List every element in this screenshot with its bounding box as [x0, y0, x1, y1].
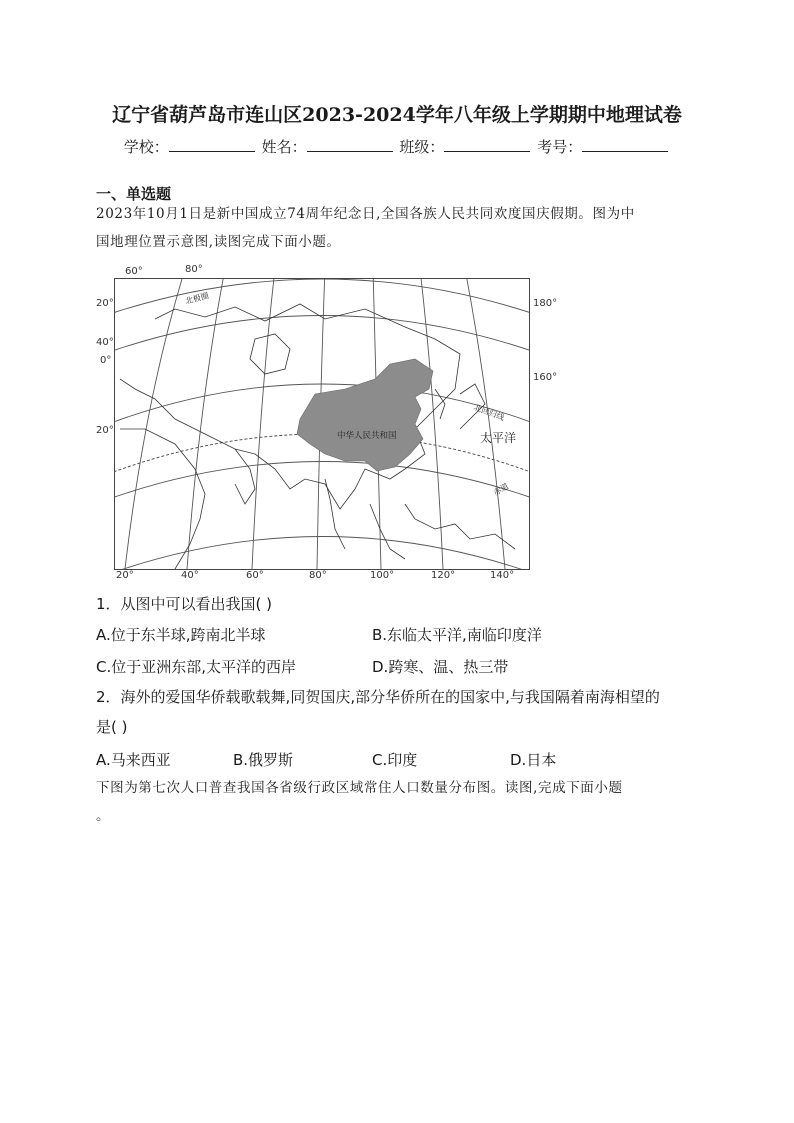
map-lon-label: 80°: [309, 570, 327, 581]
islands-coastline: [405, 504, 515, 549]
q1-option-b: B.东临太平洋,南临印度洋: [372, 626, 542, 644]
class-label: 班级：: [399, 138, 445, 156]
intro-paragraph-2: [96, 774, 700, 830]
q2-stem-line: 是( ): [96, 718, 128, 736]
map-graticule: [115, 279, 529, 569]
map-lon-label: 20°: [116, 570, 134, 581]
map-lon-label: 60°: [125, 266, 143, 277]
map-lon-label: 160°: [533, 372, 558, 383]
latitude-line: [115, 462, 529, 505]
q2-option-c: C.印度: [372, 751, 418, 769]
intro-line: 国地理位置示意图,读图完成下面小题。: [96, 234, 341, 250]
map-lon-label: 80°: [185, 264, 203, 275]
map-lat-label: 20°: [96, 298, 114, 309]
intro-line: 。: [96, 808, 111, 824]
china-territory: [297, 359, 433, 471]
china-location-map: [114, 278, 530, 570]
exam-no-label: 考号：: [537, 138, 583, 156]
longitude-line: [420, 279, 443, 569]
latitude-line: [115, 279, 529, 319]
intro-line: 下图为第七次人口普查我国各省级行政区域常住人口数量分布图。读图,完成下面小题: [96, 780, 623, 796]
africa-coastline: [120, 429, 205, 569]
map-lat-label: 0°: [100, 355, 112, 366]
china-label: 中华人民共和国: [337, 431, 397, 441]
peninsula-coastline: [325, 479, 345, 549]
intro-line: 2023年10月1日是新中国成立74周年纪念日,全国各族人民共同欢度国庆假期。图为中: [96, 206, 635, 222]
tropic-label: 北回归线: [472, 402, 506, 423]
map-lon-label: 120°: [431, 570, 456, 581]
page-title: 辽宁省葫芦岛市连山区2023-2024学年八年级上学期期中地理试卷: [112, 104, 682, 126]
student-info-row: [0, 136, 794, 157]
map-lat-label: 20°: [96, 425, 114, 436]
question-1-stem: 1．从图中可以看出我国( ): [96, 595, 273, 613]
map-lon-label: 60°: [246, 570, 264, 581]
name-label: 姓名：: [261, 138, 307, 156]
arabia-coastline: [235, 449, 255, 504]
arctic-circle-label: 北极圈: [184, 291, 210, 306]
class-blank: [444, 137, 530, 152]
map-lon-label: 140°: [490, 570, 515, 581]
pacific-label: 太平洋: [480, 431, 517, 445]
exam-no-blank: [582, 137, 668, 152]
longitude-line: [465, 279, 505, 569]
malay-coastline: [370, 504, 405, 559]
section-heading: 一、单选题: [96, 185, 172, 203]
equator-label: 赤道: [491, 481, 511, 498]
map-lon-label: 40°: [181, 570, 199, 581]
q2-stem-line: 2．海外的爱国华侨载歌载舞,同贺国庆,部分华侨所在的国家中,与我国隔着南海相望的: [96, 688, 660, 706]
school-blank: [169, 137, 255, 152]
q1-option-c: C.位于亚洲东部,太平洋的西岸: [96, 658, 297, 676]
longitude-line: [252, 279, 275, 569]
latitude-line: [115, 537, 529, 570]
longitude-line: [125, 279, 185, 569]
school-label: 学校：: [123, 138, 169, 156]
question-2-stem: [96, 682, 706, 742]
q1-option-d: D.跨寒、温、热三带: [372, 658, 509, 676]
map-lat-label: 40°: [96, 337, 114, 348]
q2-option-a: A.马来西亚: [96, 751, 171, 769]
q2-option-d: D.日本: [510, 751, 557, 769]
map-lon-label: 180°: [533, 298, 558, 309]
lake-outline: [250, 334, 290, 374]
longitude-line: [187, 279, 225, 569]
name-blank: [307, 137, 393, 152]
q1-option-a: A.位于东半球,跨南北半球: [96, 626, 266, 644]
map-lon-label: 100°: [370, 570, 395, 581]
intro-paragraph-1: [96, 200, 700, 256]
q2-option-b: B.俄罗斯: [233, 751, 294, 769]
